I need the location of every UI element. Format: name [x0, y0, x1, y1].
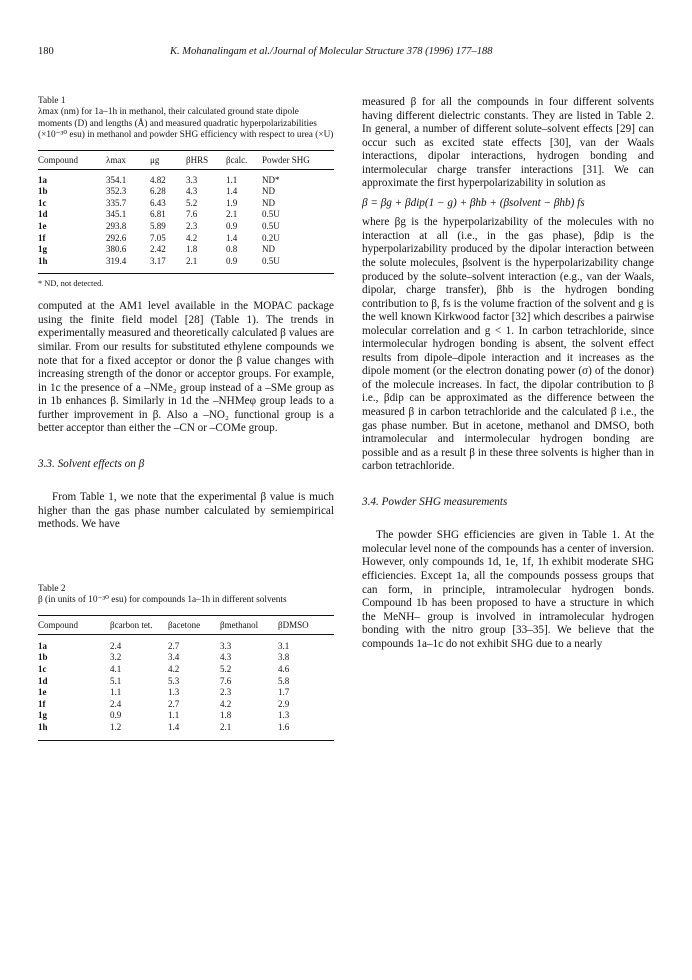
compound-cell: 1b [38, 652, 48, 663]
value-cell: ND [262, 186, 275, 197]
column-header: βcarbon tet. [110, 615, 168, 634]
value-cell: 1.1 [110, 687, 122, 698]
value-cell: 3.1 [278, 640, 290, 651]
value-cell: 0.9 [226, 255, 238, 266]
value-cell: 354.1 [106, 174, 127, 185]
table-row [38, 687, 334, 699]
column-header: βacetone [168, 615, 220, 634]
compound-cell: 1e [38, 687, 47, 698]
compound-cell: 1d [38, 675, 48, 686]
right-paragraph-1: measured β for all the compounds in four different solvents having different dielectric constants. They are listed in Table 2. In general, a number of different solute–solvent effects [29] can occur such as excited state effects [30], van der Waals interactions, dipolar interactions, hydrogen bonding and intermolecular charge transfer interactions [31]. We can approximate the first hyperpolarizability in solution as [362, 96, 654, 190]
column-header: μg [150, 150, 186, 169]
value-cell: 1.8 [186, 244, 198, 255]
value-cell: 5.1 [110, 675, 122, 686]
right-paragraph-3: The powder SHG efficiencies are given in Table 1. At the molecular level none of the compounds has a center of inversion. However, only compounds 1d, 1e, 1f, 1h exhibit moderate SHG efficiencies. Except 1a, all the compounds possess groups that can form, in principle, intramolecular hydrogen bonds. Compound 1b has been proposed to have a structure in which the MeNH– group is involved in intramolecular hydrogen bonding with the nitro group [33–35]. We believe that the compounds 1a–1c do not exhibit SHG due to a nearly [362, 529, 654, 650]
column-header: Compound [38, 615, 110, 634]
value-cell: 4.1 [110, 664, 122, 675]
right-body-text [362, 96, 654, 651]
right-column [362, 96, 654, 651]
table1-footnote: * ND, not detected. [38, 279, 104, 289]
value-cell: 6.28 [150, 186, 166, 197]
column-header: βmethanol [220, 615, 278, 634]
value-cell: 352.3 [106, 186, 127, 197]
table-row [38, 244, 334, 256]
left-body-text [38, 300, 334, 532]
value-cell: 4.3 [186, 186, 198, 197]
table-row [38, 722, 334, 740]
table1-label: Table 1 [38, 96, 66, 106]
value-cell: 1.9 [226, 197, 238, 208]
section-heading-3-4: 3.4. Powder SHG measurements [362, 495, 508, 508]
column-header: βHRS [186, 150, 226, 169]
value-cell: 2.9 [278, 698, 290, 709]
compound-cell: 1g [38, 244, 47, 255]
value-cell: 4.82 [150, 174, 166, 185]
compound-cell: 1h [38, 722, 48, 732]
value-cell: 0.9 [110, 710, 122, 721]
value-cell: 3.8 [278, 652, 290, 663]
compound-cell: 1b [38, 186, 48, 197]
value-cell: 1.8 [220, 710, 232, 721]
value-cell: 1.4 [168, 722, 180, 732]
value-cell: 7.6 [220, 675, 232, 686]
table1-caption-text: λmax (nm) for 1a–1h in methanol, their calculated ground state dipole moments (D) and lengths (Å) and measured quadratic hyperpolarizabilities (×10⁻³⁰ esu) in methanol and powder SHG efficiency with respect to urea (×U) [38, 107, 334, 141]
value-cell: 3.4 [168, 652, 180, 663]
value-cell: 1.6 [278, 722, 290, 732]
value-cell: 335.7 [106, 197, 127, 208]
value-cell: 0.5U [262, 221, 280, 231]
table2-header-row [38, 615, 334, 634]
table-row [38, 256, 334, 274]
right-paragraph-2: where βg is the hyperpolarizability of the molecules with no interaction at all (i.e., in the gas phase), βdip is the hyperpolarizability produced by the dipolar interaction between the solute molecules, βsolvent is the hyperpolarizability change produced by the solute–solvent interaction (e.g., van der Waals, dipolar, charge transfer), βhb is the hydrogen bonding contribution to β, fs is the volume fraction of the solvent and g is the well known Kirkwood factor [32] which describes a pairwise molecular correlation and g < 1. In carbon tetrachloride, since intermolecular hydrogen bonding is absent, the solvent effect results from dipole–dipole interaction and it increases as the dipole moment (or the electron donating power (σ) of the donor) of the molecule increases. In fact, the dipolar contribution to β i.e., βdip can be approximated as the difference between the measured β in carbon tetrachloride and the calculated β i.e., the gas phase number. But in acetone, methanol and DMSO, both intramolecular and intermolecular hydrogen bonding are possible and as a result β in these three solvents is higher than in carbon tetrachloride. [362, 216, 654, 473]
value-cell: 6.43 [150, 197, 166, 208]
table-row [38, 634, 334, 652]
column-header: Compound [38, 150, 106, 169]
value-cell: 2.3 [220, 687, 232, 698]
value-cell: 1.1 [226, 174, 238, 185]
value-cell: 2.1 [226, 209, 238, 220]
value-cell: ND* [262, 174, 280, 185]
compound-cell: 1d [38, 209, 48, 220]
table1-header-row [38, 150, 334, 169]
compound-cell: 1f [38, 698, 46, 709]
value-cell: 3.17 [150, 255, 166, 266]
value-cell: 345.1 [106, 209, 127, 220]
value-cell: 5.2 [186, 197, 198, 208]
table-row [38, 198, 334, 210]
value-cell: 4.2 [186, 232, 198, 243]
table-row [38, 186, 334, 198]
value-cell: 4.2 [220, 698, 232, 709]
value-cell: 292.6 [106, 232, 127, 243]
value-cell: 319.4 [106, 255, 127, 266]
value-cell: 4.3 [220, 652, 232, 663]
running-header [38, 46, 654, 60]
compound-cell: 1a [38, 640, 47, 651]
value-cell: 2.3 [186, 221, 198, 231]
value-cell: 5.2 [220, 664, 232, 675]
table2-caption [38, 584, 334, 607]
compound-cell: 1f [38, 232, 46, 243]
value-cell: 2.4 [110, 640, 122, 651]
value-cell: 2.42 [150, 244, 166, 255]
table2-caption-text: β (in units of 10⁻³⁰ esu) for compounds 1a–1h in different solvents [38, 595, 287, 606]
table-row [38, 209, 334, 221]
value-cell: 1.4 [226, 232, 238, 243]
table-row [38, 652, 334, 664]
left-paragraph-2: From Table 1, we note that the experimental β value is much higher than the gas phase number calculated by semiempirical methods. We have [38, 491, 334, 531]
equation-hyperpolarizability: β = βg + βdip(1 − g) + βhb + (βsolvent − βhb) fs [362, 196, 585, 209]
value-cell: 3.3 [220, 640, 232, 651]
value-cell: 2.7 [168, 698, 180, 709]
table2 [38, 615, 334, 741]
table-row [38, 710, 334, 722]
compound-cell: 1c [38, 197, 47, 208]
value-cell: 0.9 [226, 221, 238, 231]
value-cell: ND [262, 197, 275, 208]
table-row [38, 699, 334, 711]
column-header: Powder SHG [262, 150, 334, 169]
value-cell: 3.3 [186, 174, 198, 185]
value-cell: 0.2U [262, 232, 280, 243]
value-cell: 2.1 [186, 255, 198, 266]
value-cell: 7.05 [150, 232, 166, 243]
value-cell: 0.5U [262, 255, 280, 266]
value-cell: 1.2 [110, 722, 122, 732]
value-cell: ND [262, 244, 275, 255]
value-cell: 1.3 [168, 687, 180, 698]
column-header: βDMSO [278, 615, 334, 634]
compound-cell: 1c [38, 664, 47, 675]
left-paragraph-1: computed at the AM1 level available in the MOPAC package using the finite field model [28] (Table 1). The trends in experimentally measured and theoretically calculated β values are similar. From our results for substituted ethylene compounds we note that for a fixed acceptor or donor the β value changes with increasing strength of the donor or acceptor groups. For example, in 1c the presence of a –NMe₂ group instead of a –SMe group as in 1b enhances β. Similarly in 1d the –NHMeφ group leads to a further improvement in β. Also a –NO₂ functional group is a better acceptor than either the –CN or –COMe group. [38, 300, 334, 435]
value-cell: 1.7 [278, 687, 290, 698]
table1-caption [38, 96, 334, 142]
column-header: βcalc. [226, 150, 262, 169]
value-cell: 0.8 [226, 244, 238, 255]
section-heading-3-3: 3.3. Solvent effects on β [38, 457, 145, 470]
value-cell: 3.2 [110, 652, 122, 663]
value-cell: 5.8 [278, 675, 290, 686]
table1 [38, 150, 334, 275]
compound-cell: 1g [38, 710, 47, 721]
value-cell: 2.1 [220, 722, 232, 732]
table-row [38, 664, 334, 676]
value-cell: 293.8 [106, 221, 127, 231]
value-cell: 4.6 [278, 664, 290, 675]
left-column [38, 96, 334, 741]
compound-cell: 1h [38, 255, 48, 266]
table-row [38, 169, 334, 186]
page-number: 180 [38, 46, 54, 57]
value-cell: 6.81 [150, 209, 166, 220]
compound-cell: 1e [38, 221, 47, 231]
value-cell: 1.1 [168, 710, 180, 721]
table-row [38, 233, 334, 245]
value-cell: 2.4 [110, 698, 122, 709]
table2-label: Table 2 [38, 584, 66, 595]
value-cell: 380.6 [106, 244, 127, 255]
running-title: K. Mohanalingam et al./Journal of Molecular Structure 378 (1996) 177–188 [170, 46, 493, 57]
table1-body [38, 169, 334, 274]
value-cell: 4.2 [168, 664, 180, 675]
table-row [38, 676, 334, 688]
compound-cell: 1a [38, 174, 47, 185]
table2-body [38, 634, 334, 740]
value-cell: 1.4 [226, 186, 238, 197]
value-cell: 5.3 [168, 675, 180, 686]
value-cell: 7.6 [186, 209, 198, 220]
value-cell: 1.3 [278, 710, 290, 721]
value-cell: 0.5U [262, 209, 280, 220]
table-row [38, 221, 334, 233]
value-cell: 2.7 [168, 640, 180, 651]
value-cell: 5.89 [150, 221, 166, 231]
column-header: λmax [106, 150, 150, 169]
